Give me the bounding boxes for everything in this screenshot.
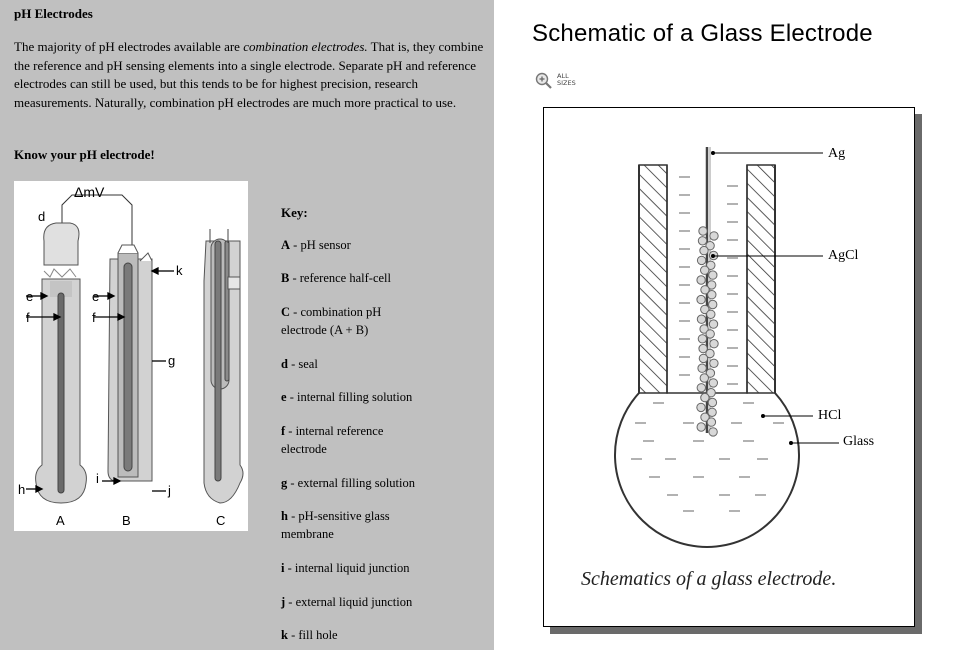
agcl-bead	[697, 384, 705, 392]
label-i: i	[96, 471, 99, 486]
agcl-bead	[699, 227, 707, 235]
label-e-a: e	[26, 289, 34, 304]
agcl-bead	[697, 256, 705, 264]
agcl-bead	[697, 295, 705, 303]
label-h: h	[18, 482, 26, 497]
label-f-b: f	[92, 310, 96, 325]
article-title: pH Electrodes	[14, 6, 93, 21]
agcl-bead	[700, 374, 708, 382]
electrode-b	[108, 245, 152, 481]
agcl-bead	[710, 340, 718, 348]
key-item-c: C - combination pH electrode (A + B)	[281, 305, 382, 337]
label-g: g	[168, 353, 176, 368]
agcl-bead	[710, 232, 718, 240]
label-agcl: AgCl	[828, 248, 859, 263]
agcl-bead	[701, 266, 709, 274]
label-dmv: ΔmV	[74, 184, 105, 200]
key-item-k: k - fill hole	[281, 628, 338, 642]
agcl-bead	[697, 403, 705, 411]
label-A: A	[56, 513, 65, 528]
electrode-diagram-svg	[14, 181, 248, 531]
label-C: C	[216, 513, 226, 528]
label-j: j	[168, 483, 171, 498]
electrode-a	[36, 223, 87, 503]
electrode-c	[204, 229, 243, 503]
article-paragraph	[14, 38, 484, 112]
label-hcl: HCl	[818, 408, 842, 423]
agcl-bead	[709, 271, 717, 279]
key-heading: Key:	[281, 205, 308, 220]
article-subheading: Know your pH electrode!	[14, 147, 155, 162]
label-e-b: e	[92, 289, 100, 304]
key-item-e: e - internal filling solution	[281, 390, 413, 404]
label-glass: Glass	[843, 434, 875, 449]
key-item-f: f - internal reference electrode	[281, 424, 384, 456]
agcl-bead	[709, 379, 717, 387]
label-k: k	[176, 263, 183, 278]
para-part-2: That is, they combine the reference and pH sensing elements into a single electrode. Separate pH and reference electrodes can still be used, but this tends to be for highest precision, research measurements. Naturally, combination pH electrodes are much more practical to use.	[14, 39, 484, 110]
agcl-bead	[707, 310, 715, 318]
agcl-bead	[697, 276, 705, 284]
agcl-bead	[698, 335, 706, 343]
agcl-bead	[697, 315, 705, 323]
schematic-caption: Schematics of a glass electrode.	[581, 568, 837, 590]
glass-electrode-schematic	[543, 107, 915, 627]
label-f-a: f	[26, 310, 30, 325]
agcl-bead	[700, 246, 708, 254]
agcl-bead	[709, 300, 717, 308]
key-item-i: i - internal liquid junction	[281, 561, 410, 575]
magnifier-plus-icon[interactable]	[535, 72, 553, 90]
key-item-h: h - pH-sensitive glass membrane	[281, 509, 390, 541]
key-item-g: g - external filling solution	[281, 476, 416, 490]
agcl-bead	[697, 423, 705, 431]
agcl-bead	[698, 237, 706, 245]
electrode-diagram	[14, 181, 248, 531]
agcl-bead	[699, 354, 707, 362]
agcl-bead	[706, 330, 714, 338]
label-d: d	[38, 209, 46, 224]
agcl-bead	[710, 359, 718, 367]
para-emphasis: combination electrodes.	[243, 39, 368, 54]
agcl-bead	[709, 428, 717, 436]
agcl-bead	[709, 320, 717, 328]
key-item-d: d - seal	[281, 357, 318, 371]
key-item-b: B - reference half-cell	[281, 271, 391, 285]
agcl-bead	[701, 393, 709, 401]
label-ag: Ag	[828, 146, 846, 161]
agcl-bead	[698, 364, 706, 372]
agcl-bead	[707, 418, 715, 426]
para-part-1: The majority of pH electrodes available are	[14, 39, 244, 54]
key-item-a: A - pH sensor	[281, 238, 351, 252]
label-B: B	[122, 513, 131, 528]
agcl-bead	[708, 291, 716, 299]
all-sizes-link[interactable]: ALL SIZES	[557, 72, 576, 87]
schematic-title: Schematic of a Glass Electrode	[532, 20, 873, 47]
agcl-bead	[708, 398, 716, 406]
key-item-j: j - external liquid junction	[281, 595, 413, 609]
